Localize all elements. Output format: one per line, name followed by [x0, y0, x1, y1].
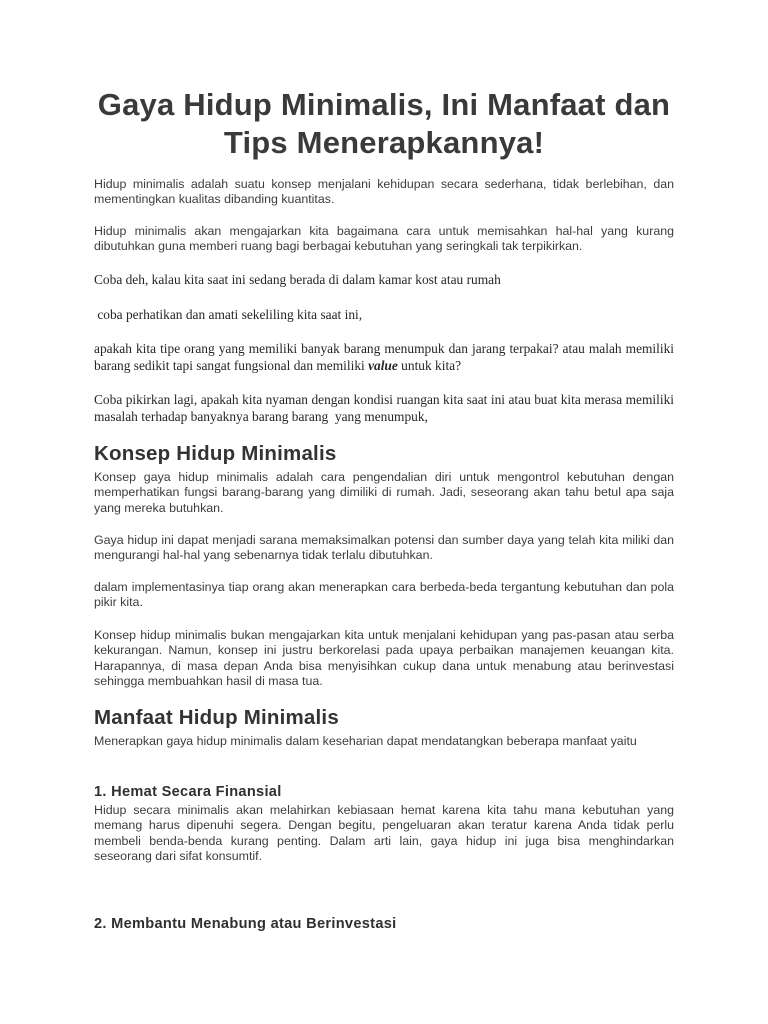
- konsep-paragraph-4: Konsep hidup minimalis bukan mengajarkan kita untuk menjalani kehidupan yang pas-pasan atau serba kekurangan. Namun, konsep ini justru berkorelasi pada upaya perbaikan manajemen keuangan kita. Harapannya, di masa depan Anda bisa menyisihkan cukup dana untuk menabung atau berinvestasi sehingga membuahkan hasil di masa tua.: [94, 628, 674, 689]
- reflection-line-2: coba perhatikan dan amati sekeliling kita saat ini,: [94, 307, 363, 322]
- intro-paragraph-1: Hidup minimalis adalah suatu konsep menjalani kehidupan secara sederhana, tidak berlebihan, dan mementingkan kualitas dibanding kuantitas.: [94, 177, 674, 207]
- konsep-paragraph-1: Konsep gaya hidup minimalis adalah cara pengendalian diri untuk mengontrol kebutuhan dengan memperhatikan fungsi barang-barang yang dimiliki di rumah. Jadi, seseorang akan tahu betul apa saja yang mereka butuhkan.: [94, 470, 674, 515]
- reflection-line-3-text: apakah kita tipe orang yang memiliki banyak barang menumpuk dan jarang terpakai? atau malah memiliki barang sedikit tapi sangat fungsional dan memiliki: [94, 341, 674, 373]
- benefit-paragraph-1: Hidup secara minimalis akan melahirkan kebiasaan hemat karena kita tahu mana kebutuhan yang memang harus dipenuhi segera. Dengan begitu, pengeluaran akan teratur karena Anda tidak perlu membeli benda-benda kurang penting. Dalam arti lain, gaya hidup ini juga bisa menghindarkan seseorang dari sifat konsumtif.: [94, 803, 674, 864]
- value-emphasis: value: [368, 357, 398, 373]
- intro-paragraph-2: Hidup minimalis akan mengajarkan kita bagaimana cara untuk memisahkan hal-hal yang kurang dibutuhkan guna memberi ruang bagi berbagai kebutuhan yang seringkali tak terpikirkan.: [94, 224, 674, 254]
- benefit-heading-1: 1. Hemat Secara Finansial: [94, 784, 282, 800]
- section-heading-manfaat: Manfaat Hidup Minimalis: [94, 706, 339, 729]
- article-title: Gaya Hidup Minimalis, Ini Manfaat dan Tips Menerapkannya!: [97, 87, 671, 160]
- benefit-heading-2: 2. Membantu Menabung atau Berinvestasi: [94, 916, 397, 932]
- konsep-paragraph-2: Gaya hidup ini dapat menjadi sarana memaksimalkan potensi dan sumber daya yang telah kita miliki dan mengurangi hal-hal yang sebenarnya tidak terlalu dibutuhkan.: [94, 533, 674, 563]
- manfaat-intro-paragraph: Menerapkan gaya hidup minimalis dalam keseharian dapat mendatangkan beberapa manfaat yaitu: [94, 734, 637, 748]
- section-heading-konsep: Konsep Hidup Minimalis: [94, 442, 337, 465]
- reflection-line-1: Coba deh, kalau kita saat ini sedang berada di dalam kamar kost atau rumah: [94, 272, 501, 287]
- reflection-line-4: Coba pikirkan lagi, apakah kita nyaman dengan kondisi ruangan kita saat ini atau buat kita merasa memiliki masalah terhadap banyaknya barang barang yang menumpuk,: [94, 392, 678, 424]
- reflection-line-3-end: untuk kita?: [397, 357, 462, 373]
- reflection-line-3: [94, 341, 674, 374]
- konsep-paragraph-3: dalam implementasinya tiap orang akan menerapkan cara berbeda-beda tergantung kebutuhan dan pola pikir kita.: [94, 580, 674, 610]
